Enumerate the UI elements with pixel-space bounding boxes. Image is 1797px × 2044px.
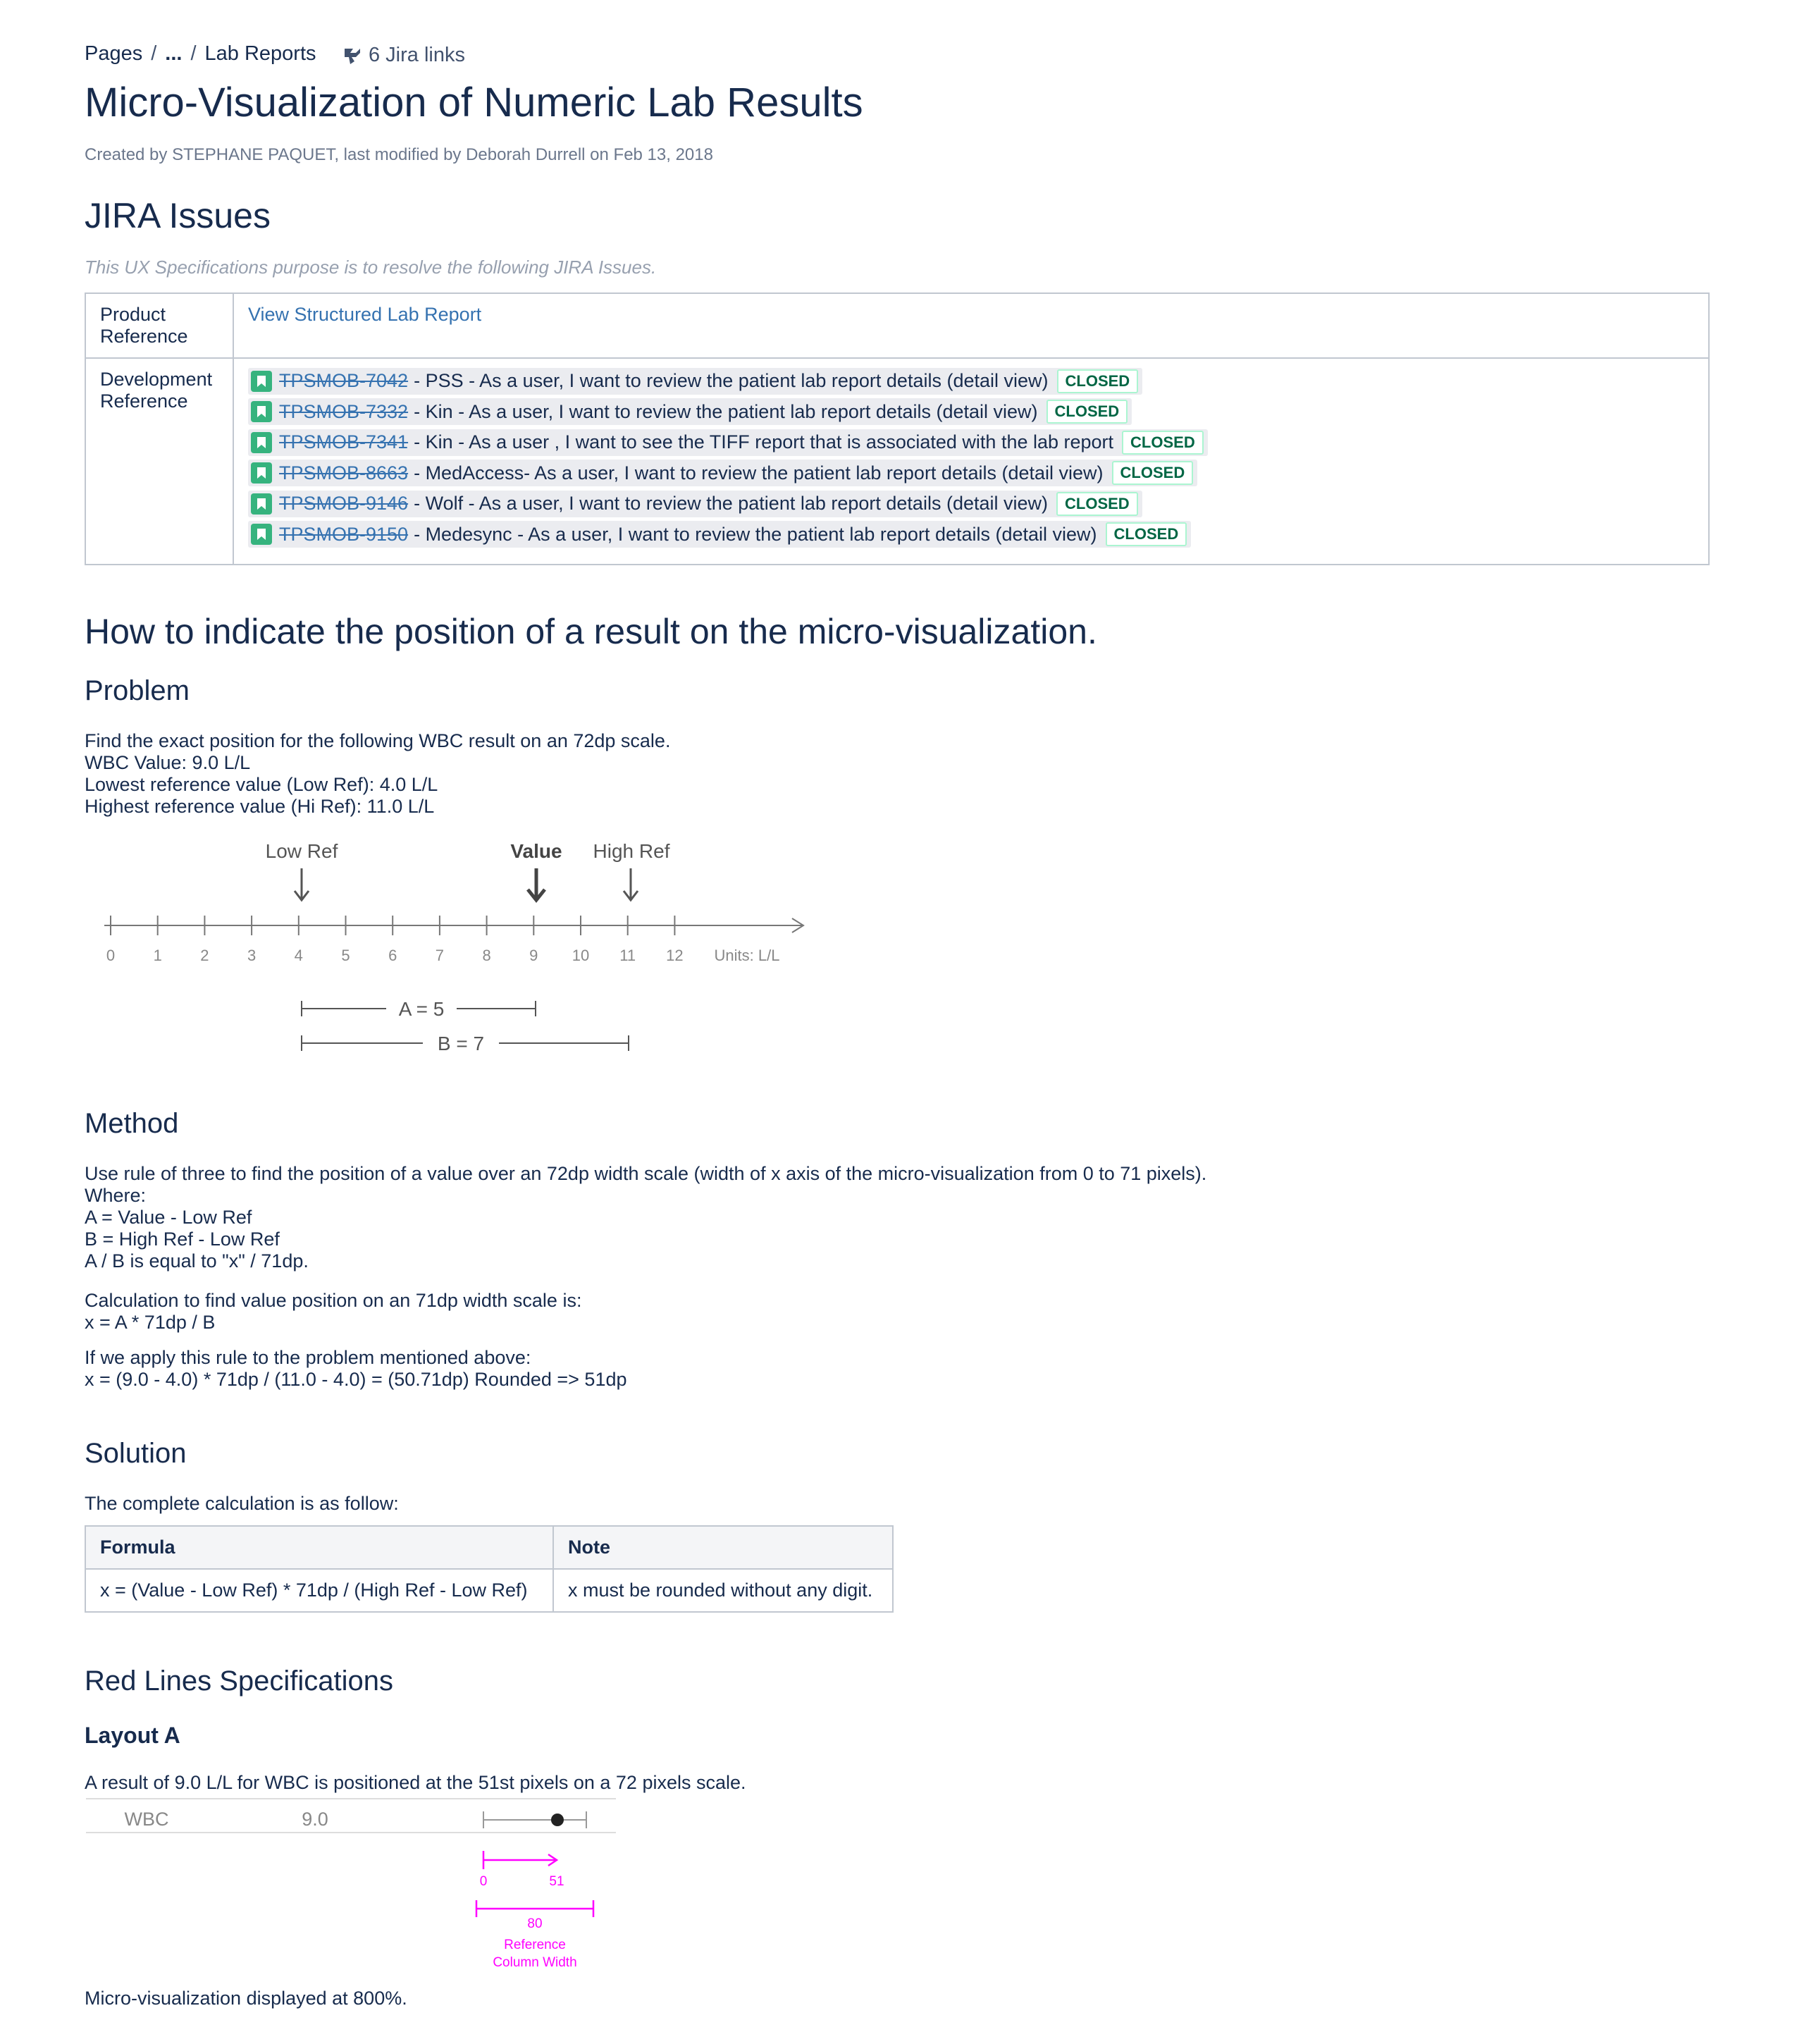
problem-line: Lowest reference value (Low Ref): 4.0 L/L bbox=[85, 774, 438, 795]
axis-tick-label: 4 bbox=[294, 947, 303, 964]
redlines-heading: Red Lines Specifications bbox=[85, 1666, 394, 1697]
page-title: Micro-Visualization of Numeric Lab Results bbox=[85, 80, 863, 125]
high-ref-arrow-icon bbox=[624, 868, 638, 900]
status-badge: CLOSED bbox=[1046, 400, 1128, 424]
high-ref-label: High Ref bbox=[593, 840, 670, 862]
status-badge: CLOSED bbox=[1112, 461, 1194, 485]
low-ref-label: Low Ref bbox=[265, 840, 338, 862]
jira-issues-heading: JIRA Issues bbox=[85, 196, 271, 235]
method-line: x = (9.0 - 4.0) * 71dp / (11.0 - 4.0) = (50.71dp) Rounded => 51dp bbox=[85, 1369, 627, 1390]
axis-tick-label: 2 bbox=[200, 947, 209, 964]
redline-mockup bbox=[0, 1797, 634, 1974]
breadcrumb-pages[interactable]: Pages bbox=[85, 42, 143, 65]
micro-visualization bbox=[483, 1811, 586, 1828]
axis-tick-label: 8 bbox=[482, 947, 491, 964]
method-line: x = A * 71dp / B bbox=[85, 1312, 216, 1333]
status-badge: CLOSED bbox=[1122, 431, 1204, 455]
issue-key-link[interactable]: TPSMOB-7341 bbox=[279, 431, 409, 453]
table-header-row bbox=[85, 1526, 893, 1569]
low-ref-arrow-icon bbox=[295, 868, 309, 900]
problem-line: Highest reference value (Hi Ref): 11.0 L/L bbox=[85, 796, 435, 817]
b-label: B = 7 bbox=[437, 1033, 485, 1054]
issue-summary: - Wolf - As a user, I want to review the patient lab report details (detail view) bbox=[414, 493, 1048, 515]
issue-key-link[interactable]: TPSMOB-7042 bbox=[279, 370, 409, 392]
page-byline: Created by STEPHANE PAQUET, last modified by Deborah Durrell on Feb 13, 2018 bbox=[85, 145, 713, 164]
note-cell: x must be rounded without any digit. bbox=[553, 1569, 893, 1612]
status-badge: CLOSED bbox=[1057, 369, 1139, 393]
method-paragraph-2 bbox=[85, 1290, 581, 1334]
axis-tick-label: 9 bbox=[529, 947, 538, 964]
issue-key-link[interactable]: TPSMOB-9146 bbox=[279, 493, 409, 515]
width-label: 80 bbox=[527, 1916, 543, 1931]
method-line: B = High Ref - Low Ref bbox=[85, 1229, 280, 1250]
width-redline bbox=[476, 1900, 593, 1917]
axis-tick-label: 1 bbox=[153, 947, 162, 964]
breadcrumb-separator: / bbox=[151, 42, 157, 65]
issue-summary: - Medesync - As a user, I want to review the patient lab report details (detail view) bbox=[414, 523, 1097, 545]
number-line-diagram bbox=[0, 0, 846, 1100]
method-paragraph-1 bbox=[85, 1163, 1206, 1272]
method-heading: Method bbox=[85, 1108, 179, 1139]
wbc-label: WBC bbox=[124, 1809, 169, 1830]
method-line: A = Value - Low Ref bbox=[85, 1207, 252, 1228]
issue-summary: - Kin - As a user, I want to review the patient lab report details (detail view) bbox=[414, 400, 1038, 422]
breadcrumb-ellipsis[interactable]: ... bbox=[165, 42, 183, 65]
start-label: 0 bbox=[479, 1874, 488, 1889]
status-badge: CLOSED bbox=[1056, 492, 1138, 516]
jira-issues-intro: This UX Specifications purpose is to resolve the following JIRA Issues. bbox=[85, 257, 657, 278]
axis bbox=[104, 916, 803, 964]
axis-tick-label: 5 bbox=[341, 947, 350, 964]
solution-intro: The complete calculation is as follow: bbox=[85, 1493, 399, 1514]
method-line: If we apply this rule to the problem mentioned above: bbox=[85, 1347, 531, 1368]
note-header: Note bbox=[553, 1526, 893, 1569]
position-redline bbox=[483, 1851, 557, 1869]
a-label: A = 5 bbox=[398, 998, 445, 1020]
axis-tick-label: 11 bbox=[619, 947, 636, 964]
redlines-footer: Micro-visualization displayed at 800%. bbox=[85, 1988, 407, 2009]
breadcrumb-lab-reports[interactable]: Lab Reports bbox=[204, 42, 316, 65]
layout-a-intro: A result of 9.0 L/L for WBC is positioned at the 51st pixels on a 72 pixels scale. bbox=[85, 1772, 746, 1793]
product-reference-label: Product Reference bbox=[85, 293, 233, 358]
position-heading: How to indicate the position of a result on the micro-visualization. bbox=[85, 612, 1097, 651]
reference-label-line2: Column Width bbox=[493, 1955, 577, 1970]
axis-tick-label: 0 bbox=[106, 947, 116, 964]
value-label: Value bbox=[510, 840, 562, 862]
method-line: Where: bbox=[85, 1185, 147, 1206]
jira-links-label: 6 Jira links bbox=[369, 44, 465, 66]
wbc-value: 9.0 bbox=[302, 1809, 328, 1830]
axis-tick-label: 6 bbox=[388, 947, 397, 964]
formula-cell: x = (Value - Low Ref) * 71dp / (High Ref - Low Ref) bbox=[85, 1569, 553, 1612]
development-reference-label: Development Reference bbox=[85, 358, 233, 565]
issue-summary: - PSS - As a user, I want to review the patient lab report details (detail view) bbox=[414, 370, 1049, 392]
solution-heading: Solution bbox=[85, 1438, 187, 1469]
reference-label-line1: Reference bbox=[504, 1938, 566, 1952]
position-label: 51 bbox=[549, 1874, 564, 1889]
breadcrumb-separator: / bbox=[190, 42, 197, 65]
issue-key-link[interactable]: TPSMOB-9150 bbox=[279, 523, 409, 545]
status-badge: CLOSED bbox=[1106, 522, 1187, 546]
view-structured-lab-report-link[interactable]: View Structured Lab Report bbox=[248, 304, 482, 325]
issue-key-link[interactable]: TPSMOB-8663 bbox=[279, 462, 409, 484]
problem-line: WBC Value: 9.0 L/L bbox=[85, 752, 251, 773]
axis-tick-label: 7 bbox=[435, 947, 445, 964]
axis-ticks bbox=[106, 916, 684, 964]
layout-a-heading: Layout A bbox=[85, 1723, 180, 1748]
method-line: Use rule of three to find the position of a value over an 72dp width scale (width of x axis of the micro-visualization from 0 to 71 pixels). bbox=[85, 1163, 1207, 1184]
axis-tick-label: 3 bbox=[247, 947, 257, 964]
method-line: A / B is equal to "x" / 71dp. bbox=[85, 1250, 309, 1272]
formula-table bbox=[85, 1525, 894, 1613]
issue-key-link[interactable]: TPSMOB-7332 bbox=[279, 400, 409, 422]
issue-summary: - MedAccess- As a user, I want to review the patient lab report details (detail view) bbox=[414, 462, 1104, 484]
table-row bbox=[85, 1569, 893, 1612]
result-dot bbox=[551, 1814, 564, 1826]
problem-line: Find the exact position for the following WBC result on an 72dp scale. bbox=[85, 730, 671, 751]
value-arrow-icon bbox=[528, 868, 545, 900]
units-label: Units: L/L bbox=[714, 947, 780, 964]
method-line: Calculation to find value position on an 71dp width scale is: bbox=[85, 1290, 582, 1311]
problem-heading: Problem bbox=[85, 675, 190, 706]
issue-summary: - Kin - As a user , I want to see the TIFF report that is associated with the lab report bbox=[414, 431, 1114, 453]
method-paragraph-3 bbox=[85, 1347, 627, 1391]
axis-tick-label: 10 bbox=[572, 947, 590, 964]
axis-tick-label: 12 bbox=[666, 947, 684, 964]
formula-header: Formula bbox=[85, 1526, 553, 1569]
